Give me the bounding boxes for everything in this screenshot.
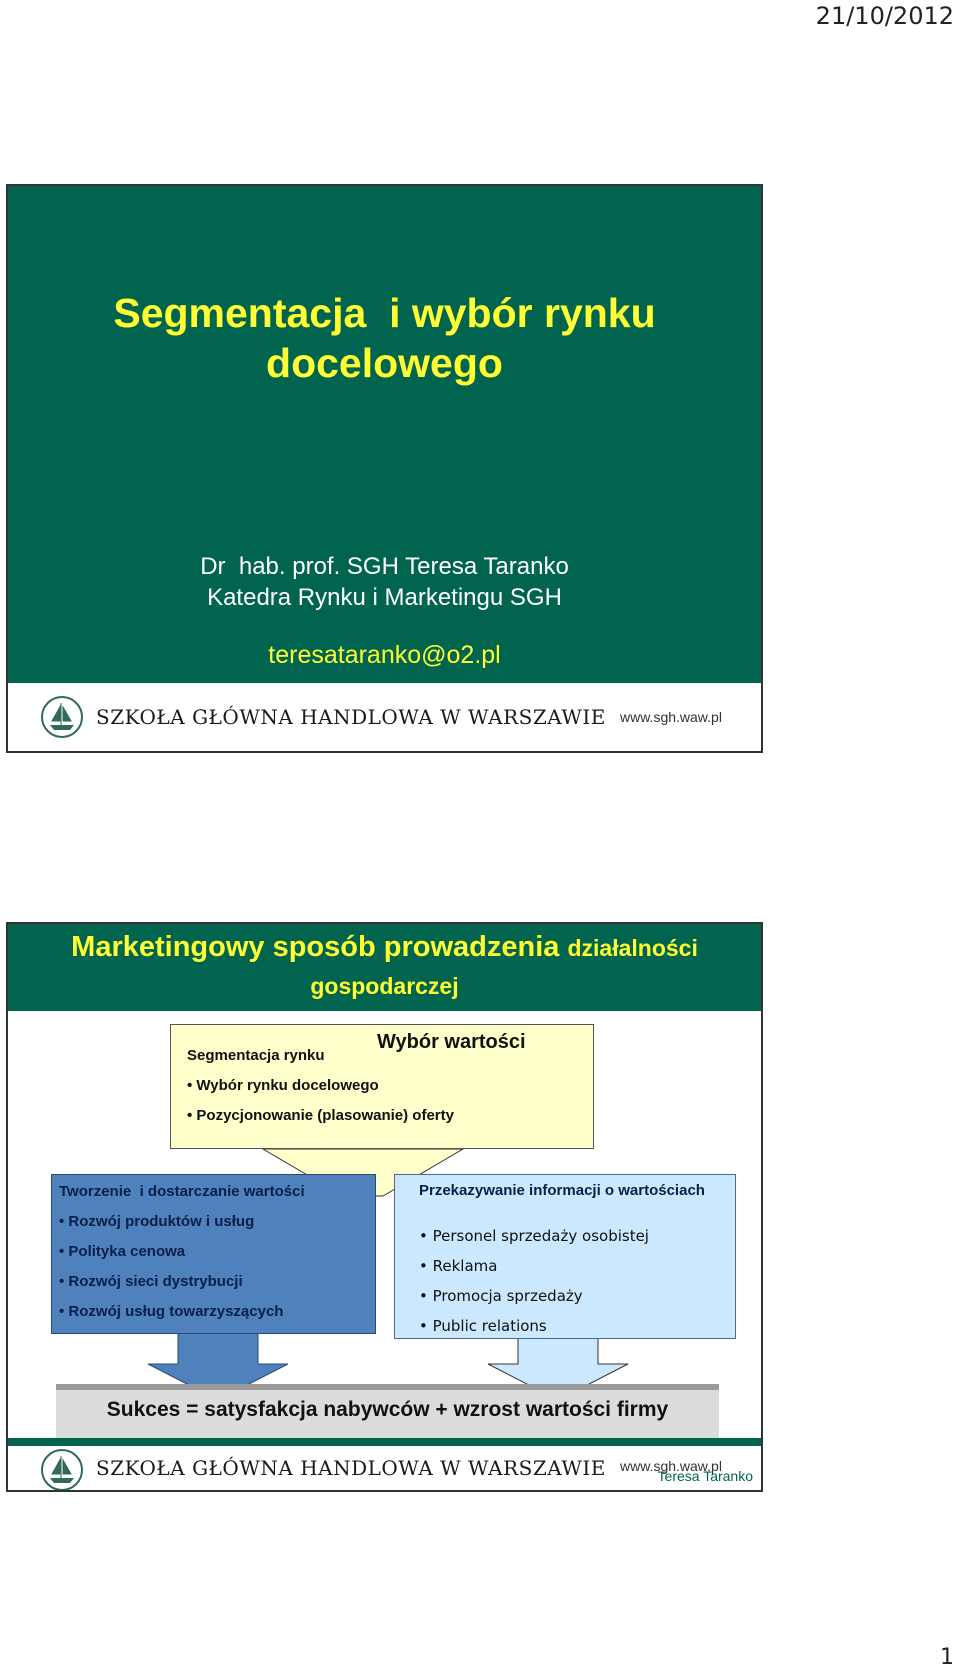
value-communication-box: [394, 1174, 736, 1339]
value-delivery-box: [51, 1174, 376, 1334]
value-delivery-item: • Rozwój sieci dystrybucji: [59, 1273, 243, 1290]
slide-2-footer: [8, 1422, 761, 1490]
value-communication-item: • Promocja sprzedaży: [419, 1287, 583, 1305]
slide-1-author-block: [8, 551, 761, 613]
value-delivery-item: • Polityka cenowa: [59, 1243, 186, 1260]
page-number: 1: [940, 1645, 954, 1670]
value-choice-heading: Wybór wartości: [377, 1031, 526, 1053]
value-item: • Pozycjonowanie (plasowanie) oferty: [187, 1107, 454, 1124]
school-name: SZKOŁA GŁÓWNA HANDLOWA W WARSZAWIE: [96, 705, 606, 729]
slide-1-title-line-1: Segmentacja i wybór rynku: [113, 290, 656, 336]
success-formula: Sukces = satysfakcja nabywców + wzrost wartości firmy: [106, 1398, 669, 1421]
author-tag: Teresa Taranko: [657, 1468, 753, 1484]
value-communication-item: • Personel sprzedaży osobistej: [419, 1227, 649, 1245]
value-communication-heading: Przekazywanie informacji o wartościach: [419, 1182, 705, 1199]
value-item: Segmentacja rynku: [187, 1047, 325, 1064]
slide-2: [6, 922, 763, 1492]
value-communication-item: • Reklama: [419, 1257, 498, 1275]
value-communication-item: • Public relations: [419, 1317, 547, 1335]
value-delivery-heading: Tworzenie i dostarczanie wartości: [59, 1183, 305, 1200]
slide-1-footer: [8, 683, 761, 751]
slide-1-email: teresataranko@o2.pl: [268, 641, 501, 669]
slide-2-title-part-2: działalności: [567, 935, 698, 961]
slide-2-title-line-2: gospodarczej: [310, 973, 459, 999]
slide-1-title-line-2: docelowego: [266, 340, 503, 386]
slide-1-department: Katedra Rynku i Marketingu SGH: [207, 584, 562, 611]
website-link[interactable]: www.sgh.waw.pl: [620, 1458, 722, 1474]
value-delivery-item: • Rozwój produktów i usług: [59, 1213, 255, 1230]
document-date: 21/10/2012: [815, 2, 954, 30]
value-delivery-item: • Rozwój usług towarzyszących: [59, 1303, 284, 1320]
value-choice-box: [170, 1024, 594, 1149]
value-item: • Wybór rynku docelowego: [187, 1077, 379, 1094]
sgh-crest-icon: [40, 1448, 84, 1492]
slide-1: [6, 184, 763, 753]
school-name: SZKOŁA GŁÓWNA HANDLOWA W WARSZAWIE: [96, 1456, 606, 1480]
sgh-crest-icon: [40, 695, 84, 739]
website-link[interactable]: www.sgh.waw.pl: [620, 709, 722, 725]
slide-1-title: [8, 288, 761, 388]
slide-2-title-part-1: Marketingowy sposób prowadzenia: [71, 931, 568, 963]
slide-1-author-name: Dr hab. prof. SGH Teresa Taranko: [200, 553, 569, 580]
